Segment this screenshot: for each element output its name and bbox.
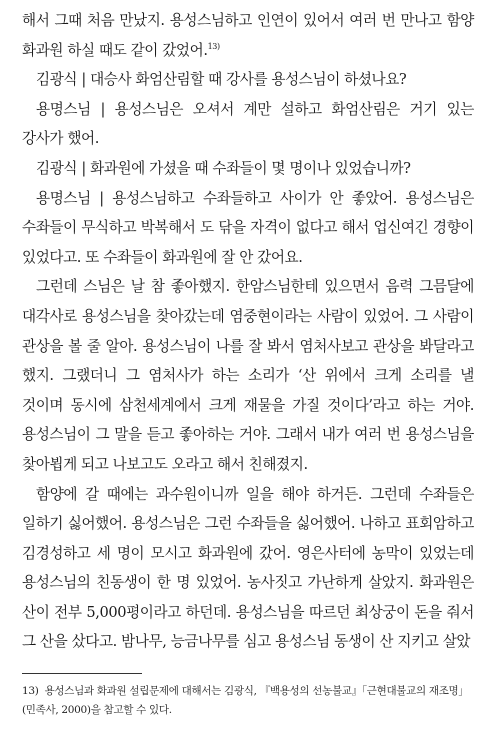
paragraph-4: 김광식 | 화과원에 가셨을 때 수좌들이 몇 명이나 있었습니까? <box>36 159 411 177</box>
paragraph-5: 용명스님 | 용성스님하고 수좌들하고 사이가 안 좋았어. 용성스님은 수좌들이 무식하고 박복해서 도 닦을 자격이 없다고 해서 업신여긴 경향이 있었다고. 또 수좌들이 화과원에 잘 안 갔어요. <box>22 189 474 266</box>
paragraph-7: 함양에 갈 때에는 과수원이니까 일을 해야 하거든. 그런데 수좌들은 일하기 싫어했어. 용성스님은 그런 수좌들을 싫어했어. 나하고 표회암하고 김경성하고 세 명이 모시고 화과원에 갔어. 영은사터에 농막이 있었는데 용성스님의 친동생이 한 명 있었어. 농사짓고 가난하게 살았지. 화과원은 산이 전부 5,000평이라고 하던데. 용성스님을 따르던 최상궁이 돈을 줘서 그 산을 샀다고. 밤나무, 능금나무를 심고 용성스님 동생이 산 지키고 살았 <box>22 485 474 651</box>
footnote-divider <box>22 673 142 674</box>
body-text <box>22 6 474 657</box>
paragraph-2: 김광식 | 대승사 화엄산림할 때 강사를 용성스님이 하셨나요? <box>36 71 407 89</box>
footnote <box>22 682 474 720</box>
paragraph-6: 그런데 스님은 날 참 좋아했지. 한암스님한테 있으면서 음력 그믐달에 대각사로 용성스님을 찾아갔는데 염중현이라는 사람이 있었어. 그 사람이 관상을 볼 줄 알아. 용성스님이 나를 잘 봐서 염처사보고 관상을 봐달라고 했지. 그랬더니 그 염처사가 하는 소리가 ‘산 위에서 크게 소리를 낼 것이며 동시에 삼천세계에서 크게 재물을 가질 것이다’라고 하는 거야. 용성스님이 그 말을 듣고 좋아하는 거야. 그래서 내가 여러 번 용성스님을 찾아뵙게 되고 나보고도 오라고 해서 친해졌지. <box>22 278 474 473</box>
paragraph-1-text: 해서 그때 처음 만났지. 용성스님하고 인연이 있어서 여러 번 만나고 함양 화과원 하실 때도 같이 갔었어. <box>22 12 474 59</box>
footnote-text: 용성스님과 화과원 설립문제에 대해서는 김광식, 『백용성의 선농불교』「근현대불교의 재조명」(민족사, 2000)을 참고할 수 있다. <box>22 685 469 716</box>
paragraph-1 <box>22 6 474 65</box>
paragraph-3: 용명스님 | 용성스님은 오셔서 계만 설하고 화엄산림은 거기 있는 강사가 했어. <box>22 100 474 148</box>
footnote-marker: 13) <box>207 41 220 51</box>
footnote-13 <box>22 682 474 720</box>
footnote-number: 13) <box>22 685 39 697</box>
